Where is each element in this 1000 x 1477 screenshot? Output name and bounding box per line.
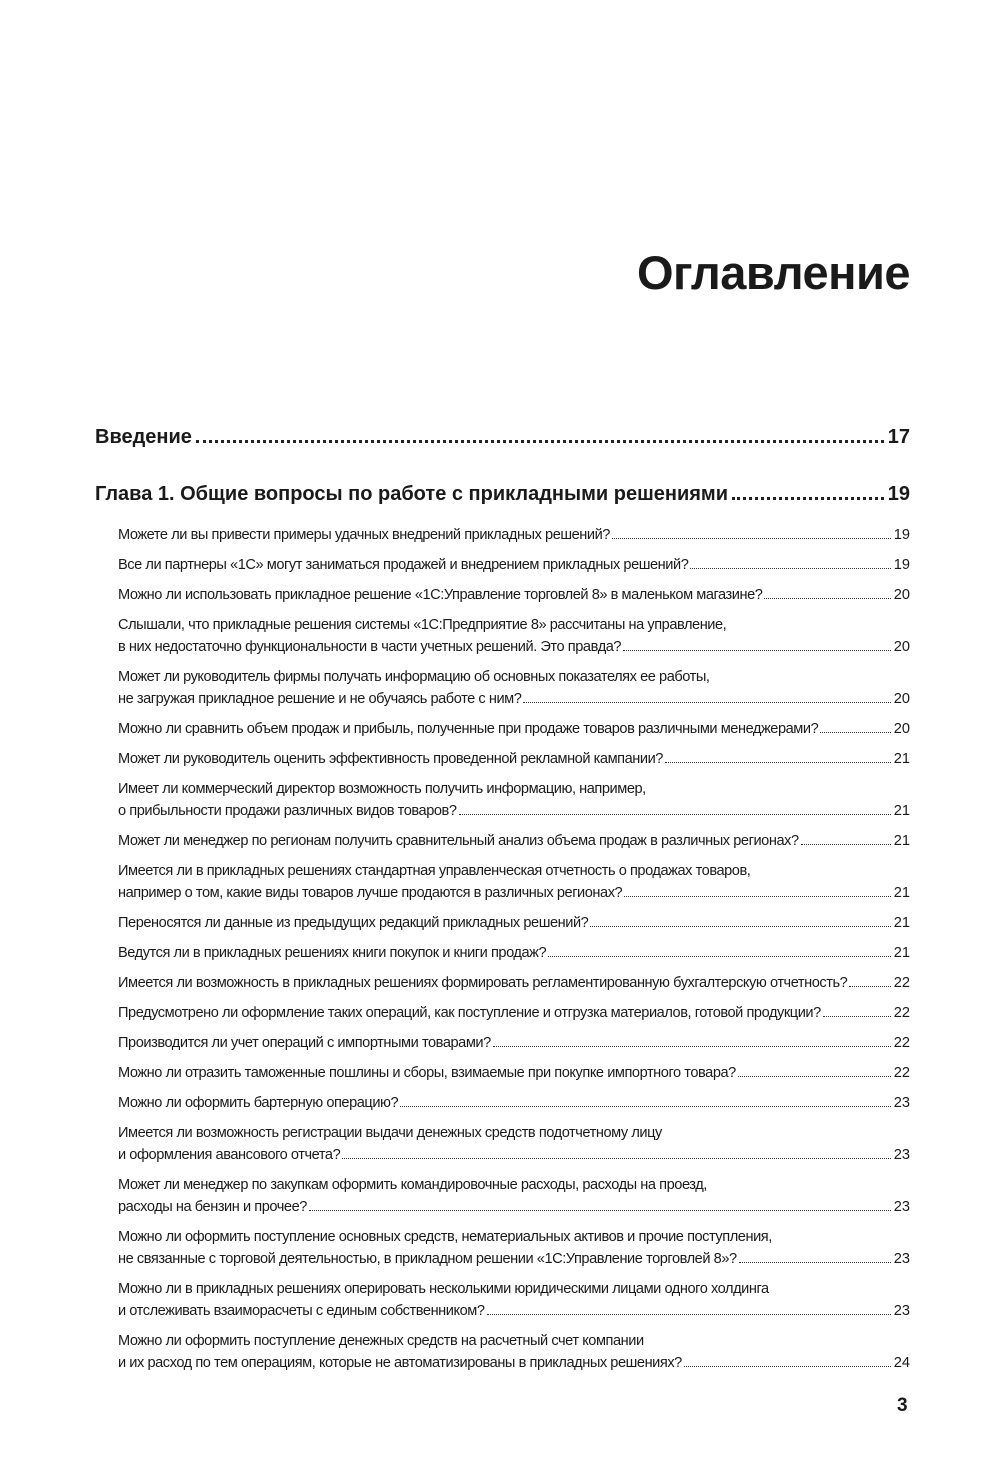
dot-leader <box>459 814 891 815</box>
dot-leader <box>493 1046 891 1047</box>
toc-subentry-line <box>118 718 910 740</box>
toc-subentry-page: 23 <box>893 1095 910 1111</box>
toc-subentry-text: Можно ли отразить таможенные пошлины и сборы, взимаемые при покупке импортного товара? <box>118 1065 736 1081</box>
dot-leader <box>739 1262 891 1263</box>
toc-subentry-page: 21 <box>893 885 910 901</box>
toc-subentry-text: Можно ли использовать прикладное решение «1С:Управление торговлей 8» в маленьком магазине? <box>118 587 763 603</box>
toc-subentry-line <box>118 800 910 822</box>
dot-leader <box>823 1016 891 1017</box>
dot-leader <box>612 538 891 539</box>
toc-subentry-page: 20 <box>893 691 910 707</box>
toc-subentry-line <box>118 524 910 546</box>
toc-subentry-text: Имеется ли возможность в прикладных решениях формировать регламентированную бухгалтерскую отчетность? <box>118 975 848 991</box>
toc-subentry-line <box>118 1062 910 1084</box>
toc-subentry-text: Может ли руководитель оценить эффективность проведенной рекламной кампании? <box>118 751 663 767</box>
toc-subentry-text: в них недостаточно функциональности в части учетных решений. Это правда? <box>118 639 622 655</box>
toc-subentry-page: 19 <box>893 527 910 543</box>
toc-subentry-line <box>118 912 910 934</box>
toc-subentry[interactable] <box>118 614 910 658</box>
toc-subentry-page: 22 <box>893 1065 910 1081</box>
toc-subentry-text: Может ли менеджер по регионам получить сравнительный анализ объема продаж в различных регионах? <box>118 833 799 849</box>
toc-subentry-page: 22 <box>893 1005 910 1021</box>
toc-subentry-line <box>118 1226 910 1248</box>
toc-subentry-line <box>118 614 910 636</box>
toc-subentry-text: и оформления авансового отчета? <box>118 1147 341 1163</box>
toc-subentry[interactable] <box>118 666 910 710</box>
toc-subentry-text: Может ли руководитель фирмы получать информацию об основных показателях ее работы, <box>118 669 710 685</box>
dot-leader <box>764 598 890 599</box>
page-title: Оглавление <box>636 246 910 299</box>
toc-subentry-text: например о том, какие виды товаров лучше продаются в различных регионах? <box>118 885 623 901</box>
toc-subentry-text: не загружая прикладное решение и не обучаясь работе с ним? <box>118 691 522 707</box>
dot-leader <box>738 1076 891 1077</box>
dot-leader <box>523 702 890 703</box>
toc-subentry-page: 23 <box>893 1147 910 1163</box>
toc-subentry-line <box>118 942 910 964</box>
toc-subentry[interactable] <box>118 748 910 770</box>
toc-subentry-text: расходы на бензин и прочее? <box>118 1199 307 1215</box>
dot-leader <box>665 762 891 763</box>
toc-subentry-text: Ведутся ли в прикладных решениях книги покупок и книги продаж? <box>118 945 547 961</box>
toc-subentry-page: 24 <box>893 1355 910 1371</box>
toc-subentry[interactable] <box>118 1032 910 1054</box>
toc-subentry-line <box>118 882 910 904</box>
toc-subentry[interactable] <box>118 1330 910 1374</box>
toc-subentry-text: и отслеживать взаиморасчеты с единым собственником? <box>118 1303 485 1319</box>
dot-leader <box>624 896 891 897</box>
toc-subentry[interactable] <box>118 860 910 904</box>
toc-subentry[interactable] <box>118 1226 910 1270</box>
toc-subentry[interactable] <box>118 912 910 934</box>
toc-entry-label: Глава 1. Общие вопросы по работе с прикладными решениями <box>95 483 728 505</box>
toc-subentry[interactable] <box>118 554 910 576</box>
toc-subentry-text: Можете ли вы привести примеры удачных внедрений прикладных решений? <box>118 527 610 543</box>
toc-entry-page: 17 <box>887 426 910 448</box>
toc-subentry[interactable] <box>118 584 910 606</box>
toc-subentry-page: 23 <box>893 1303 910 1319</box>
toc-subentry-line <box>118 1174 910 1196</box>
dot-leader <box>309 1210 891 1211</box>
toc-subentry-line <box>118 778 910 800</box>
toc-subentry-page: 22 <box>893 1035 910 1051</box>
toc-subentry-line <box>118 1300 910 1322</box>
toc-subentry-text: Переносятся ли данные из предыдущих редакций прикладных решений? <box>118 915 589 931</box>
toc-subentry-page: 21 <box>893 751 910 767</box>
toc-subentry[interactable] <box>118 718 910 740</box>
toc-entry-label: Введение <box>95 426 192 448</box>
toc-subentry-text: Имеется ли в прикладных решениях стандартная управленческая отчетность о продажах товаров, <box>118 863 751 879</box>
toc-subentry-page: 20 <box>893 721 910 737</box>
toc-subentry[interactable] <box>118 1092 910 1114</box>
toc-subentry-page: 21 <box>893 945 910 961</box>
toc-subentry[interactable] <box>118 1174 910 1218</box>
toc-subentry-line <box>118 1032 910 1054</box>
toc-subentry-line <box>118 1002 910 1024</box>
dot-leader <box>548 956 891 957</box>
toc-subentry-page: 23 <box>893 1251 910 1267</box>
toc-subentry-line <box>118 688 910 710</box>
toc-subentry-line <box>118 1196 910 1218</box>
toc-subentry-line <box>118 860 910 882</box>
toc-entry-chapter-1[interactable] <box>95 483 910 506</box>
toc-subentry-text: Все ли партнеры «1С» могут заниматься продажей и внедрением прикладных решений? <box>118 557 689 573</box>
toc-subentry-page: 23 <box>893 1199 910 1215</box>
toc-subentry-line <box>118 1330 910 1352</box>
page-number: 3 <box>897 1395 908 1416</box>
dot-leader <box>400 1106 891 1107</box>
toc-subentry-text: о прибыльности продажи различных видов товаров? <box>118 803 457 819</box>
toc-entry-introduction[interactable] <box>95 426 910 449</box>
toc-subentry[interactable] <box>118 972 910 994</box>
toc-subentry[interactable] <box>118 942 910 964</box>
toc-subentry-line <box>118 1122 910 1144</box>
toc-subentry-line <box>118 1092 910 1114</box>
toc-subentry-text: Можно ли оформить бартерную операцию? <box>118 1095 399 1111</box>
toc-subentry-line <box>118 1144 910 1166</box>
dot-leader <box>849 986 890 987</box>
toc-subentry-text: Производится ли учет операций с импортными товарами? <box>118 1035 491 1051</box>
toc-subentry-line <box>118 584 910 606</box>
toc-subentry-line <box>118 554 910 576</box>
toc-subentry-line <box>118 636 910 658</box>
dot-leader <box>623 650 891 651</box>
toc-subentry-text: Имеет ли коммерческий директор возможность получить информацию, например, <box>118 781 646 797</box>
toc-subentry-text: Имеется ли возможность регистрации выдачи денежных средств подотчетному лицу <box>118 1125 662 1141</box>
toc-subentry[interactable] <box>118 1062 910 1084</box>
toc-subentry-text: Можно ли оформить поступление основных средств, нематериальных активов и прочие поступления, <box>118 1229 772 1245</box>
toc-subentry-line <box>118 748 910 770</box>
toc-subentry-line <box>118 1278 910 1300</box>
toc-subentry[interactable] <box>118 830 910 852</box>
toc-subentry-line <box>118 830 910 852</box>
toc-subentry-page: 20 <box>893 639 910 655</box>
toc-subentry-line <box>118 1352 910 1374</box>
toc-subentry[interactable] <box>118 524 910 546</box>
toc-subentries <box>118 524 910 1382</box>
toc-subentry-page: 21 <box>893 833 910 849</box>
dot-leader <box>820 732 891 733</box>
toc-subentry-page: 22 <box>893 975 910 991</box>
toc-subentry-page: 21 <box>893 803 910 819</box>
toc-subentry-text: и их расход по тем операциям, которые не автоматизированы в прикладных решениях? <box>118 1355 682 1371</box>
dot-leader <box>196 440 884 443</box>
toc-subentry[interactable] <box>118 1002 910 1024</box>
toc-subentry[interactable] <box>118 1278 910 1322</box>
dot-leader <box>684 1366 891 1367</box>
toc-subentry-text: Можно ли сравнить объем продаж и прибыль, полученные при продаже товаров различными менеджерами? <box>118 721 819 737</box>
dot-leader <box>732 497 884 500</box>
toc-subentry-text: Можно ли оформить поступление денежных средств на расчетный счет компании <box>118 1333 644 1349</box>
dot-leader <box>801 844 891 845</box>
toc-subentry-page: 21 <box>893 915 910 931</box>
toc-subentry-page: 20 <box>893 587 910 603</box>
toc-subentry-line <box>118 972 910 994</box>
toc-subentry-line <box>118 1248 910 1270</box>
dot-leader <box>590 926 890 927</box>
toc-subentry-text: Слышали, что прикладные решения системы «1С:Предприятие 8» рассчитаны на управление, <box>118 617 727 633</box>
toc-entry-page: 19 <box>887 483 910 505</box>
toc-subentry-text: Можно ли в прикладных решениях оперировать несколькими юридическими лицами одного холдинга <box>118 1281 769 1297</box>
dot-leader <box>690 568 890 569</box>
toc-subentry[interactable] <box>118 778 910 822</box>
dot-leader <box>487 1314 891 1315</box>
toc-subentry[interactable] <box>118 1122 910 1166</box>
dot-leader <box>342 1158 891 1159</box>
toc-subentry-text: Может ли менеджер по закупкам оформить командировочные расходы, расходы на проезд, <box>118 1177 707 1193</box>
toc-subentry-text: Предусмотрено ли оформление таких операций, как поступление и отгрузка материалов, готовой продукции? <box>118 1005 821 1021</box>
toc-subentry-line <box>118 666 910 688</box>
toc-subentry-page: 19 <box>893 557 910 573</box>
toc-subentry-text: не связанные с торговой деятельностью, в прикладном решении «1С:Управление торговлей 8»? <box>118 1251 737 1267</box>
